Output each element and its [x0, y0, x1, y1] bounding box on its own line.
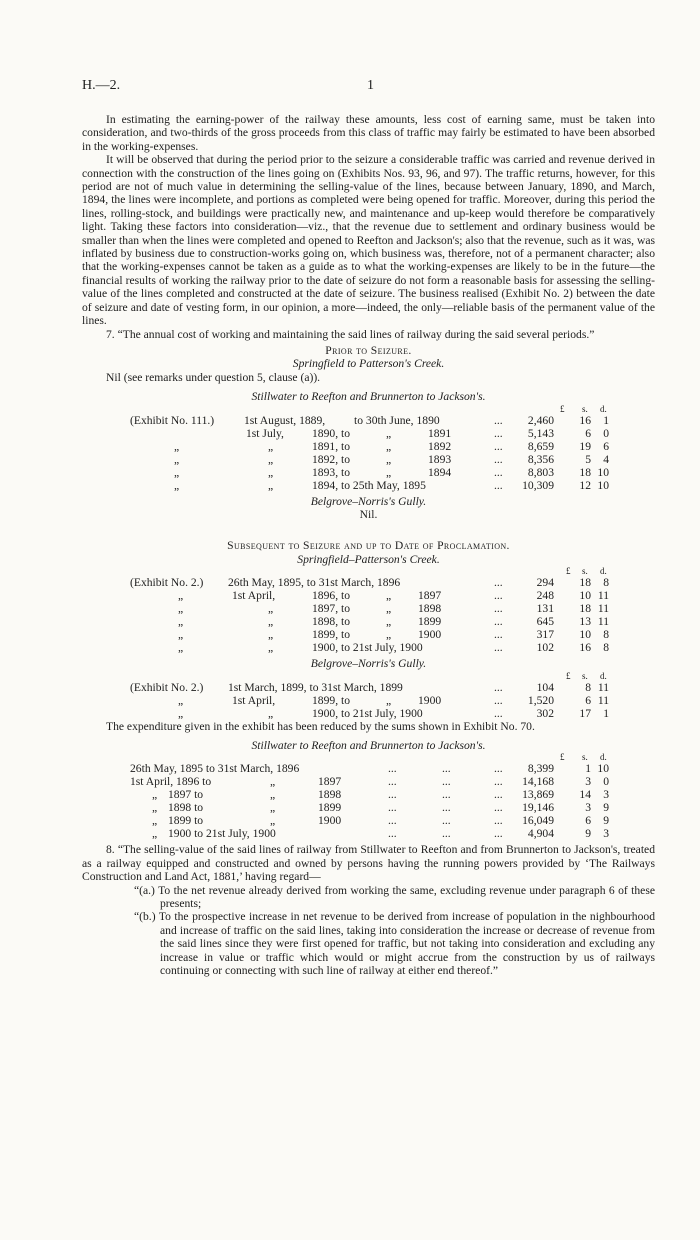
nil-note: Nil (see remarks under question 5, clause (a)).: [106, 370, 321, 384]
subheading-belgrove-norris: Belgrove–Norris's Gully.: [310, 657, 427, 671]
table-row: [82, 694, 655, 707]
period-from: 1899 to: [168, 814, 204, 828]
stillwater-table: [82, 762, 655, 840]
shilling-label: s.: [582, 670, 588, 681]
period-from: 1st March, 1899, to 31st March, 1899: [228, 680, 403, 694]
pound-label: £: [560, 752, 565, 763]
ditto-mark: „: [152, 788, 158, 802]
period-year: 1898: [318, 788, 342, 802]
period-from: „: [268, 628, 274, 642]
shillings-value: 18: [579, 576, 591, 590]
pounds-value: 102: [536, 641, 554, 655]
period-from: „: [268, 602, 274, 616]
exhibit-label: „: [178, 615, 184, 629]
period-year: 1900: [418, 693, 442, 707]
period-to: to 30th June, 1890: [354, 413, 440, 427]
pounds-value: 104: [536, 680, 554, 694]
table-row: [82, 453, 655, 466]
period-from: 1st April,: [232, 693, 276, 707]
shillings-value: 8: [585, 680, 591, 694]
leader-dots: ...: [494, 693, 503, 707]
expenditure-note: The expenditure given in the exhibit has been reduced by the sums shown in Exhibit No. 70.: [106, 719, 535, 733]
period-from: „: [268, 478, 274, 492]
exhibit-label: „: [174, 478, 180, 492]
exhibit-label: „: [178, 693, 184, 707]
period-year: 1898: [418, 602, 442, 616]
shillings-value: 10: [579, 589, 591, 603]
exhibit-label: „: [178, 641, 184, 655]
pence-value: 0: [603, 426, 609, 440]
table-row: [82, 628, 655, 641]
pounds-value: 14,168: [522, 775, 554, 789]
leader-dots: ...: [442, 788, 451, 802]
shillings-value: 17: [579, 706, 591, 720]
period-mid: 1899, to: [312, 628, 351, 642]
currency-header: [82, 404, 655, 414]
period-mid: 1897, to: [312, 602, 351, 616]
shilling-label: s.: [582, 752, 588, 763]
pence-value: 4: [603, 452, 609, 466]
pence-value: 11: [597, 680, 609, 694]
table-row: [82, 641, 655, 654]
pound-label: £: [566, 566, 571, 577]
leader-dots: ...: [388, 775, 397, 789]
pound-label: £: [560, 403, 565, 414]
paragraph-traffic-returns: It will be observed that during the period prior to the seizure a considerable traffic was carried and revenue derived in connection with the construction of the lines going on (Exhibits Nos. 93, 96, and 97). The traffic returns, however, for this period are not of much value in determining the selling-value of the lines, because between January, 1890, and March, 1894, the lines were incomplete, and portions as completed were being opened for traffic. Moreover, during this period the lines, rolling-stock, and buildings were practically new, and maintenance and up-keep would therefore be comparatively light. Taking these factors into consideration—viz., that the revenue due to settlement and ordinary business would be smaller than when the lines were completed and opened to Reefton and Jackson's; also that the revenue, such as it was, was inflated by business due to construction-works going on, which business was, therefore, not of a permanent character; also that the working-expenses cannot be taken as a guide as to what the working-expenses are likely to be in the future—the financial results of working the railway prior to the date of seizure do not form a reasonable basis for assessing the selling-value of the lines completed and constructed at the date of seizure. The business realised (Exhibit No. 2) between the date of seizure and date of vesting form, in our opinion, a more—indeed, the only—reliable basis of the permanent value of the lines.: [82, 153, 655, 328]
period-from: „: [268, 706, 274, 720]
shillings-value: 1: [585, 762, 591, 776]
ditto-mark: „: [386, 615, 392, 629]
shilling-label: s.: [582, 403, 588, 414]
pence-value: 3: [603, 827, 609, 841]
leader-dots: ...: [494, 615, 503, 629]
table-row: [82, 602, 655, 615]
leader-dots: ...: [442, 814, 451, 828]
period-from: 26th May, 1895 to 31st March, 1896: [130, 762, 300, 776]
table-row: [82, 814, 655, 827]
ditto-mark: „: [386, 439, 392, 453]
subheading-stillwater-2: Stillwater to Reefton and Brunnerton to Jackson's.: [251, 738, 486, 752]
currency-header: [82, 752, 655, 762]
pounds-value: 8,803: [527, 465, 554, 479]
period-from: 26th May, 1895, to 31st March, 1896: [228, 576, 401, 590]
table-row: [82, 681, 655, 694]
period-to: 1890, to: [312, 426, 351, 440]
period-year: 1891: [428, 426, 452, 440]
shillings-value: 18: [579, 602, 591, 616]
ditto-mark: „: [386, 628, 392, 642]
question-7: 7. “The annual cost of working and maintaining the said lines of railway during the said several periods.”: [106, 327, 595, 341]
shilling-label: s.: [582, 566, 588, 577]
pounds-value: 1,520: [527, 693, 554, 707]
leader-dots: ...: [494, 426, 503, 440]
period-from: „: [268, 465, 274, 479]
pounds-value: 10,309: [522, 478, 554, 492]
clause-b: “(b.) To the prospective increase in net revenue to be derived from increase of population in the nighbourhood and increase of traffic on the said lines, taking into consideration the increase or decrease of revenue from the said lines since they were first opened for traffic, but not taking into consideration and excluding any increase in value or traffic which would or might accrue from the construction by us of railways continuing or connecting with such line of railway at either end thereof.”: [134, 910, 655, 978]
exhibit-label: „: [174, 465, 180, 479]
ditto-mark: „: [386, 465, 392, 479]
pence-value: 9: [603, 801, 609, 815]
period-from: 1st July,: [246, 426, 284, 440]
leader-dots: ...: [388, 814, 397, 828]
leader-dots: ...: [494, 680, 503, 694]
period-year: 1899: [418, 615, 442, 629]
period-year: 1897: [318, 775, 342, 789]
table-row: [82, 479, 655, 492]
table-row: [82, 762, 655, 775]
leader-dots: ...: [494, 413, 503, 427]
pence-value: 6: [603, 439, 609, 453]
shillings-value: 18: [579, 465, 591, 479]
pence-label: d.: [600, 403, 607, 414]
period-mid: 1900, to 21st July, 1900: [312, 706, 423, 720]
currency-header: [82, 566, 655, 576]
shillings-value: 13: [579, 615, 591, 629]
table-row: [82, 576, 655, 589]
pounds-value: 13,869: [522, 788, 554, 802]
pounds-value: 645: [536, 615, 554, 629]
period-year: 1899: [318, 801, 342, 815]
period-from: 1897 to: [168, 788, 204, 802]
leader-dots: ...: [494, 706, 503, 720]
exhibit-label: „: [174, 452, 180, 466]
shillings-value: 9: [585, 827, 591, 841]
pence-label: d.: [600, 566, 607, 577]
leader-dots: ...: [494, 576, 503, 590]
period-from: 1900 to 21st July, 1900: [168, 827, 276, 841]
period-year: 1893: [428, 452, 452, 466]
period-mid: 1896, to: [312, 589, 351, 603]
clause-a: “(a.) To the net revenue already derived from working the same, excluding revenue under paragraph 6 of these presents;: [134, 883, 655, 910]
pence-value: 10: [597, 465, 609, 479]
period-to: 1893, to: [312, 465, 351, 479]
leader-dots: ...: [494, 452, 503, 466]
ditto-mark: „: [270, 814, 276, 828]
pence-label: d.: [600, 752, 607, 763]
pence-value: 11: [597, 589, 609, 603]
heading-subsequent: Subsequent to Seizure and up to Date of Proclamation.: [227, 539, 510, 553]
pounds-value: 4,904: [527, 827, 554, 841]
leader-dots: ...: [494, 775, 503, 789]
period-to: 1891, to: [312, 439, 351, 453]
leader-dots: ...: [442, 801, 451, 815]
pounds-value: 2,460: [527, 413, 554, 427]
leader-dots: ...: [494, 439, 503, 453]
leader-dots: ...: [388, 827, 397, 841]
period-mid: 1898, to: [312, 615, 351, 629]
leader-dots: ...: [388, 788, 397, 802]
paragraph-earning-power: In estimating the earning-power of the railway these amounts, less cost of earning same, must be taken into consideration, and two-thirds of the gross proceeds from this class of traffic may fairly be estimated to have been absorbed in the working-expenses.: [82, 113, 655, 153]
leader-dots: ...: [494, 788, 503, 802]
exhibit-label: (Exhibit No. 2.): [130, 576, 204, 590]
subheading-springfield-patterson: Springfield–Patterson's Creek.: [297, 552, 440, 566]
subheading-springfield: Springfield to Patterson's Creek.: [292, 357, 445, 371]
shillings-value: 3: [585, 801, 591, 815]
pounds-value: 19,146: [522, 801, 554, 815]
leader-dots: ...: [494, 478, 503, 492]
table-row: [82, 414, 655, 427]
subheading-stillwater: Stillwater to Reefton and Brunnerton to Jackson's.: [251, 390, 486, 404]
exhibit-label: (Exhibit No. 111.): [130, 413, 215, 427]
table-row: [82, 466, 655, 479]
pence-value: 3: [603, 788, 609, 802]
pence-value: 0: [603, 775, 609, 789]
leader-dots: ...: [494, 465, 503, 479]
pence-value: 8: [603, 576, 609, 590]
period-to: 1894, to 25th May, 1895: [312, 478, 426, 492]
period-mid: 1900, to 21st July, 1900: [312, 641, 423, 655]
shillings-value: 3: [585, 775, 591, 789]
exhibit-label: „: [178, 706, 184, 720]
ditto-mark: „: [152, 814, 158, 828]
pence-value: 10: [597, 762, 609, 776]
period-from: 1st April,: [232, 589, 276, 603]
exhibit-label: „: [174, 439, 180, 453]
leader-dots: ...: [494, 827, 503, 841]
leader-dots: ...: [388, 801, 397, 815]
ditto-mark: „: [270, 801, 276, 815]
nil-text: Nil.: [359, 507, 378, 521]
ditto-mark: „: [152, 827, 158, 841]
period-from: 1898 to: [168, 801, 204, 815]
pound-label: £: [566, 670, 571, 681]
period-from: „: [268, 641, 274, 655]
period-year: 1894: [428, 465, 452, 479]
leader-dots: ...: [494, 814, 503, 828]
ditto-mark: „: [152, 801, 158, 815]
pounds-value: 317: [536, 628, 554, 642]
springfield-table: [82, 576, 655, 654]
period-from: 1st August, 1889,: [244, 413, 326, 427]
question-8: 8. “The selling-value of the said lines of railway from Stillwater to Reefton and from Brunnerton to Jackson's, treated as a railway equipped and constructed and owned by persons having the running powers provided by ‘The Railways Construction and Land Act, 1881,’ having regard—: [82, 843, 655, 884]
period-year: 1900: [318, 814, 342, 828]
shillings-value: 16: [579, 413, 591, 427]
ditto-mark: „: [270, 775, 276, 789]
exhibit-label: „: [178, 589, 184, 603]
pounds-value: 5,143: [527, 426, 554, 440]
document-body: [82, 113, 655, 977]
period-from: „: [268, 615, 274, 629]
shillings-value: 6: [585, 693, 591, 707]
ditto-mark: „: [386, 589, 392, 603]
shillings-value: 10: [579, 628, 591, 642]
ditto-mark: „: [386, 426, 392, 440]
period-to: 1892, to: [312, 452, 351, 466]
ditto-mark: „: [270, 788, 276, 802]
period-year: 1897: [418, 589, 442, 603]
subheading-belgrove: Belgrove–Norris's Gully.: [310, 494, 427, 508]
table-row: [82, 707, 655, 720]
table-row: [82, 440, 655, 453]
shillings-value: 6: [585, 814, 591, 828]
leader-dots: ...: [442, 762, 451, 776]
exhibit-label: (Exhibit No. 2.): [130, 680, 204, 694]
period-year: 1892: [428, 439, 452, 453]
pounds-value: 294: [536, 576, 554, 590]
pounds-value: 131: [536, 602, 554, 616]
table-row: [82, 615, 655, 628]
ditto-mark: „: [386, 693, 392, 707]
leader-dots: ...: [494, 628, 503, 642]
pounds-value: 248: [536, 589, 554, 603]
leader-dots: ...: [494, 589, 503, 603]
pence-value: 1: [603, 706, 609, 720]
exhibit-label: „: [178, 602, 184, 616]
heading-prior-to-seizure: Prior to Seizure.: [325, 343, 412, 357]
period-from: 1st April, 1896 to: [130, 775, 212, 789]
table-row: [82, 775, 655, 788]
page-number: 1: [367, 78, 374, 93]
ditto-mark: „: [386, 602, 392, 616]
leader-dots: ...: [494, 762, 503, 776]
table-row: [82, 788, 655, 801]
period-year: 1900: [418, 628, 442, 642]
pounds-value: 8,659: [527, 439, 554, 453]
pence-value: 8: [603, 641, 609, 655]
leader-dots: ...: [494, 801, 503, 815]
pounds-value: 8,356: [527, 452, 554, 466]
pence-value: 10: [597, 478, 609, 492]
pence-value: 9: [603, 814, 609, 828]
shillings-value: 12: [579, 478, 591, 492]
table-row: [82, 827, 655, 840]
table-row: [82, 801, 655, 814]
document-reference: H.—2.: [82, 78, 121, 93]
pounds-value: 8,399: [527, 762, 554, 776]
prior-table: [82, 414, 655, 492]
shillings-value: 5: [585, 452, 591, 466]
pence-value: 11: [597, 602, 609, 616]
pounds-value: 302: [536, 706, 554, 720]
period-from: „: [268, 439, 274, 453]
pence-value: 11: [597, 615, 609, 629]
pence-value: 8: [603, 628, 609, 642]
table-row: [82, 427, 655, 440]
currency-header: [82, 671, 655, 681]
leader-dots: ...: [442, 775, 451, 789]
period-mid: 1899, to: [312, 693, 351, 707]
pence-value: 11: [597, 693, 609, 707]
shillings-value: 14: [579, 788, 591, 802]
period-from: „: [268, 452, 274, 466]
pence-value: 1: [603, 413, 609, 427]
leader-dots: ...: [442, 827, 451, 841]
shillings-value: 19: [579, 439, 591, 453]
exhibit-label: „: [178, 628, 184, 642]
ditto-mark: „: [386, 452, 392, 466]
leader-dots: ...: [388, 762, 397, 776]
leader-dots: ...: [494, 602, 503, 616]
leader-dots: ...: [494, 641, 503, 655]
pounds-value: 16,049: [522, 814, 554, 828]
pence-label: d.: [600, 670, 607, 681]
shillings-value: 6: [585, 426, 591, 440]
shillings-value: 16: [579, 641, 591, 655]
belgrove-table: [82, 681, 655, 720]
table-row: [82, 589, 655, 602]
